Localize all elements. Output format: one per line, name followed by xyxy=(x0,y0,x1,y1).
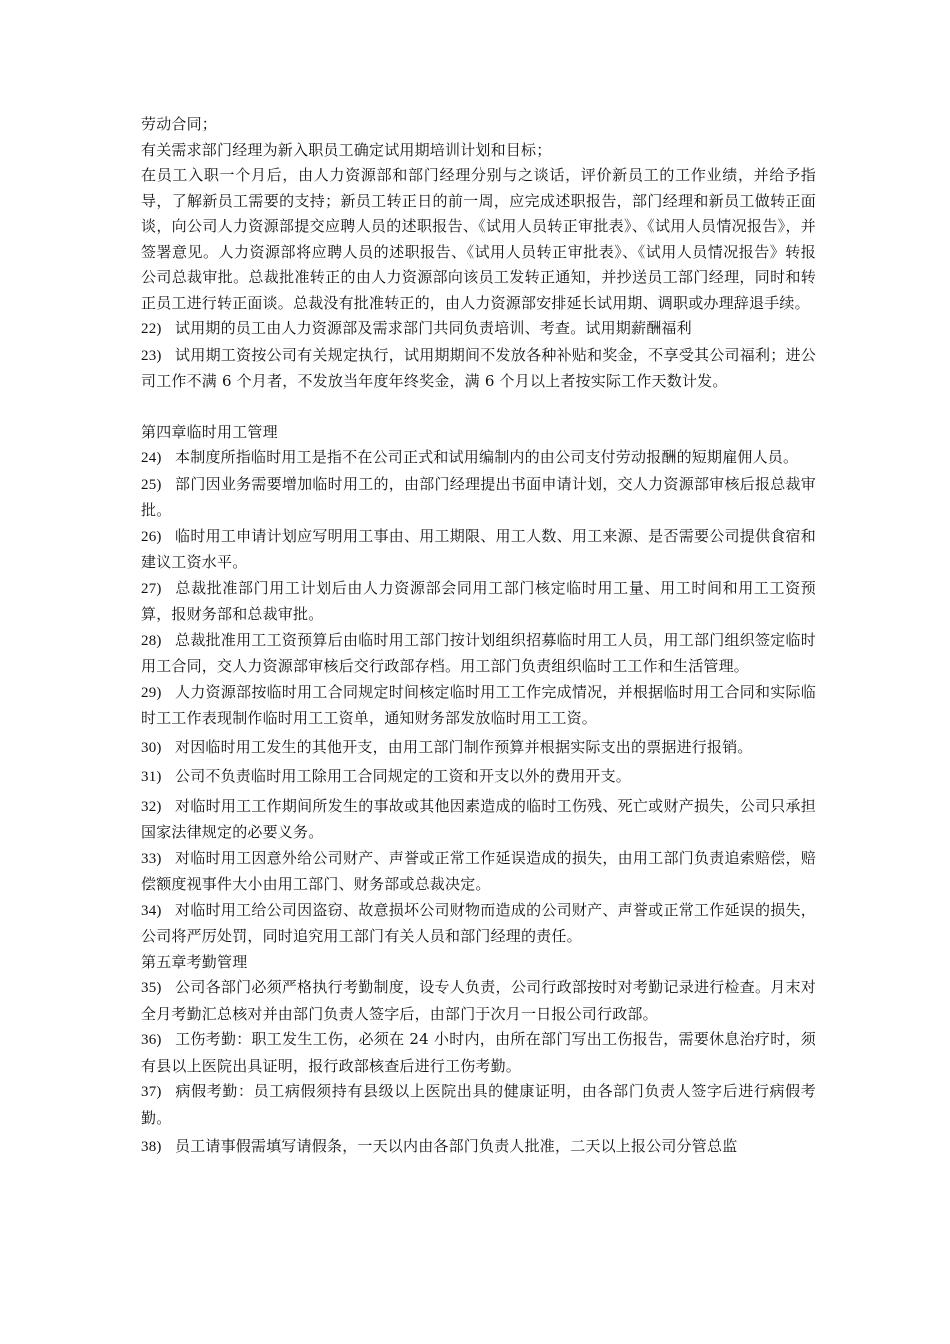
item-text: 临时用工申请计划应写明用工事由、用工期限、用工人数、用工来源、是否需要公司提供食宿和建议工资水平。 xyxy=(141,526,816,571)
paragraph-labor-contract: 劳动合同； xyxy=(141,115,218,133)
item-text: 对临时用工工作期间所发生的事故或其他因素造成的临时工伤残、死亡或财产损失，公司只承担国家法律规定的必要义务。 xyxy=(141,796,816,841)
item-text: 人力资源部按临时用工合同规定时间核定临时用工工作完成情况，并根据临时用工合同和实际临时工工作表现制作临时用工工资单，通知财务部发放临时用工工资。 xyxy=(141,682,816,727)
item-text: 总裁批准用工工资预算后由临时用工部门按计划组织招募临时用工人员，用工部门组织签定临时用工合同，交人力资源部审核后交行政部存档。用工部门负责组织临时工工作和生活管理。 xyxy=(141,630,816,675)
item-number: 22) xyxy=(141,321,162,337)
list-item-37 xyxy=(141,1079,816,1131)
item-number: 34) xyxy=(141,902,162,919)
list-item-27 xyxy=(141,576,816,628)
item-text: 公司各部门必须严格执行考勤制度，设专人负责，公司行政部按时对考勤记录进行检查。月末对全月考勤汇总核对并由部门负责人签字后，由部门于次月一日报公司行政部。 xyxy=(141,978,816,1023)
document-body xyxy=(141,112,816,1161)
item-text: 部门因业务需要增加临时用工的，由部门经理提出书面申请计划，交人力资源部审核后报总裁审批。 xyxy=(141,474,816,519)
item-text: 员工请事假需填写请假条，一天以内由各部门负责人批准，二天以上报公司分管总监 xyxy=(175,1137,738,1155)
item-number: 29) xyxy=(141,684,162,701)
paragraph-training-plan: 有关需求部门经理为新入职员工确定试用期培训计划和目标； xyxy=(141,140,552,159)
list-item-24 xyxy=(141,445,816,472)
list-item-26 xyxy=(141,524,816,576)
list-item-32 xyxy=(141,794,816,846)
item-text: 工伤考勤：职工发生工伤，必须在 24 小时内，由所在部门写出工伤报告，需要休息治疗时，须有县以上医院出具证明，报行政部核查后进行工伤考勤。 xyxy=(141,1030,816,1075)
item-text: 公司不负责临时用工除用工合同规定的工资和开支以外的费用开支。 xyxy=(175,767,632,785)
item-text: 对因临时用工发生的其他开支，由用工部门制作预算并根据实际支出的票据进行报销。 xyxy=(175,737,753,756)
item-number: 24) xyxy=(141,450,162,466)
list-item-30 xyxy=(141,735,816,762)
list-item-35 xyxy=(141,975,816,1027)
item-number: 32) xyxy=(141,798,162,815)
list-item-29 xyxy=(141,680,816,732)
item-number: 27) xyxy=(141,580,162,597)
list-item-25 xyxy=(141,472,816,524)
item-number: 30) xyxy=(141,739,162,756)
item-number: 33) xyxy=(141,850,162,867)
item-number: 36) xyxy=(141,1032,162,1048)
blank-line xyxy=(141,395,816,420)
item-text: 总裁批准部门用工计划后由人力资源部会同用工部门核定临时用工量、用工时间和用工工资预算，报财务部和总裁审批。 xyxy=(141,578,816,623)
item-number: 31) xyxy=(141,769,162,785)
list-item-34 xyxy=(141,898,816,950)
list-item-22 xyxy=(141,316,816,343)
item-number: 35) xyxy=(141,980,162,996)
list-item-31 xyxy=(141,764,816,791)
chapter-4-heading: 第四章临时用工管理 xyxy=(141,422,278,441)
chapter-5-heading: 第五章考勤管理 xyxy=(141,952,248,971)
item-number: 23) xyxy=(141,347,162,364)
item-text: 试用期工资按公司有关规定执行，试用期期间不发放各种补贴和奖金，不享受其公司福利；进公司工作不满 6 个月者，不发放当年度年终奖金，满 6 个月以上者按实际工作天数计发。 xyxy=(141,345,816,390)
paragraph-probation-review: 在员工入职一个月后，由人力资源部和部门经理分别与之谈话，评价新员工的工作业绩，并给予指导，了解新员工需要的支持；新员工转正日的前一周，应完成述职报告，部门经理和新员工做转正面谈，向公司人力资源部提交应聘人员的述职报告、《试用人员转正审批表》、《试用人员情况报告》，并签署意见。人力资源部将应聘人员的述职报告、《试用人员转正审批表》、《试用人员情况报告》转报公司总裁审批。总裁批准转正的由人力资源部向该员工发转正通知，并抄送员工部门经理，同时和转正员工进行转正面谈。总裁没有批准转正的，由人力资源部安排延长试用期、调职或办理辞退手续。 xyxy=(141,166,816,312)
item-number: 28) xyxy=(141,632,162,649)
list-item-33 xyxy=(141,846,816,898)
item-text: 对临时用工给公司因盗窃、故意损坏公司财物而造成的公司财产、声誉或正常工作延误的损失，公司将严厉处罚，同时追究用工部门有关人员和部门经理的责任。 xyxy=(141,900,816,945)
list-item-36 xyxy=(141,1027,816,1079)
item-text: 试用期的员工由人力资源部及需求部门共同负责培训、考查。试用期薪酬福利 xyxy=(175,319,692,337)
list-item-23 xyxy=(141,343,816,395)
list-item-28 xyxy=(141,628,816,680)
item-text: 本制度所指临时用工是指不在公司正式和试用编制内的由公司支付劳动报酬的短期雇佣人员。 xyxy=(175,448,799,466)
item-number: 38) xyxy=(141,1139,162,1155)
item-number: 26) xyxy=(141,528,162,545)
item-number: 37) xyxy=(141,1084,162,1100)
item-number: 25) xyxy=(141,476,162,493)
list-item-38 xyxy=(141,1134,816,1161)
item-text: 对临时用工因意外给公司财产、声誉或正常工作延误造成的损失，由用工部门负责追索赔偿，赔偿额度视事件大小由用工部门、财务部或总裁决定。 xyxy=(141,848,816,893)
item-text: 病假考勤：员工病假须持有县级以上医院出具的健康证明，由各部门负责人签字后进行病假考勤。 xyxy=(141,1082,816,1127)
